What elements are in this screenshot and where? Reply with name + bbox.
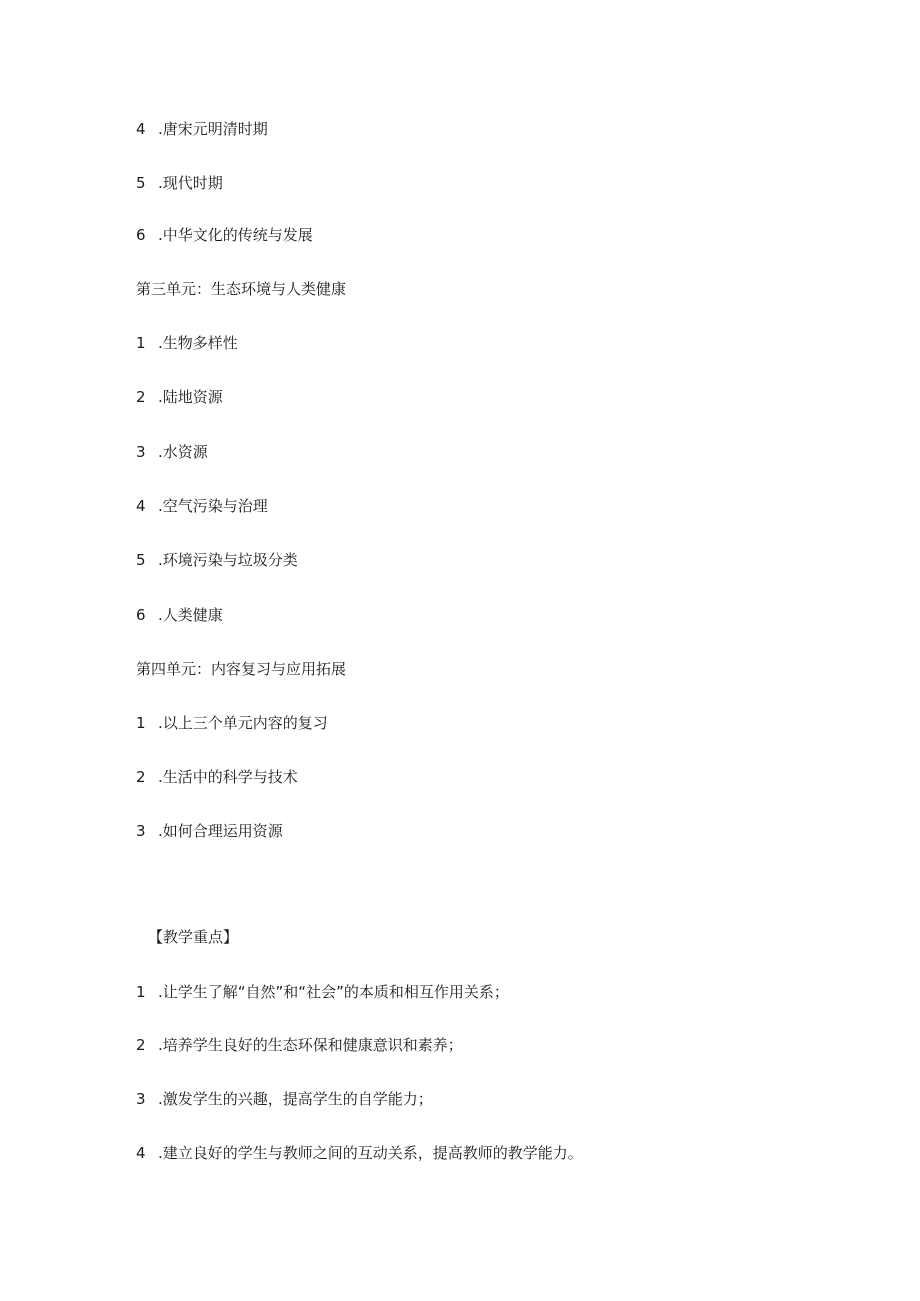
list-item [136,173,223,193]
list-item [136,225,313,245]
item-text: .空气污染与治理 [158,497,268,515]
item-number: 4 [136,497,146,515]
list-item [136,496,268,516]
item-number: 2 [136,768,146,786]
item-number: 3 [136,1090,146,1108]
item-number: 3 [136,822,146,840]
list-item [136,442,208,462]
item-number: 6 [136,226,146,244]
item-text: .生物多样性 [158,334,238,352]
item-number: 1 [136,983,146,1001]
list-item [136,1035,463,1055]
unit4-heading: 第四单元：内容复习与应用拓展 [136,660,347,678]
list-item [136,333,238,353]
item-number: 5 [136,174,146,192]
item-text: .水资源 [158,443,208,461]
item-number: 4 [136,120,146,138]
item-text: .环境污染与垃圾分类 [158,551,298,569]
list-item [136,767,298,787]
list-item [136,387,223,407]
list-item [136,119,268,139]
item-text: .如何合理运用资源 [158,822,283,840]
item-number: 5 [136,551,146,569]
list-item [136,982,509,1002]
list-item [136,821,283,841]
item-text: .现代时期 [158,174,223,192]
item-number: 6 [136,606,146,624]
item-text: .人类健康 [158,606,223,624]
item-text: .激发学生的兴趣，提高学生的自学能力； [158,1090,433,1108]
list-item [136,713,328,733]
list-item [136,550,298,570]
list-item [136,605,223,625]
unit3-heading: 第三单元：生态环境与人类健康 [136,280,347,298]
item-number: 3 [136,443,146,461]
key-points-heading: 【教学重点】 [148,928,239,946]
list-item [136,1089,433,1109]
item-text: .中华文化的传统与发展 [158,226,313,244]
item-number: 2 [136,1036,146,1054]
item-text: .以上三个单元内容的复习 [158,714,328,732]
item-text: .建立良好的学生与教师之间的互动关系，提高教师的教学能力。 [158,1144,583,1162]
item-number: 1 [136,714,146,732]
item-text: .唐宋元明清时期 [158,120,268,138]
item-number: 4 [136,1144,146,1162]
item-number: 2 [136,388,146,406]
item-text: .生活中的科学与技术 [158,768,298,786]
item-text: .陆地资源 [158,388,223,406]
list-item [136,1143,583,1163]
item-text: .让学生了解“自然”和“社会”的本质和相互作用关系； [158,983,509,1001]
item-text: .培养学生良好的生态环保和健康意识和素养； [158,1036,463,1054]
item-number: 1 [136,334,146,352]
